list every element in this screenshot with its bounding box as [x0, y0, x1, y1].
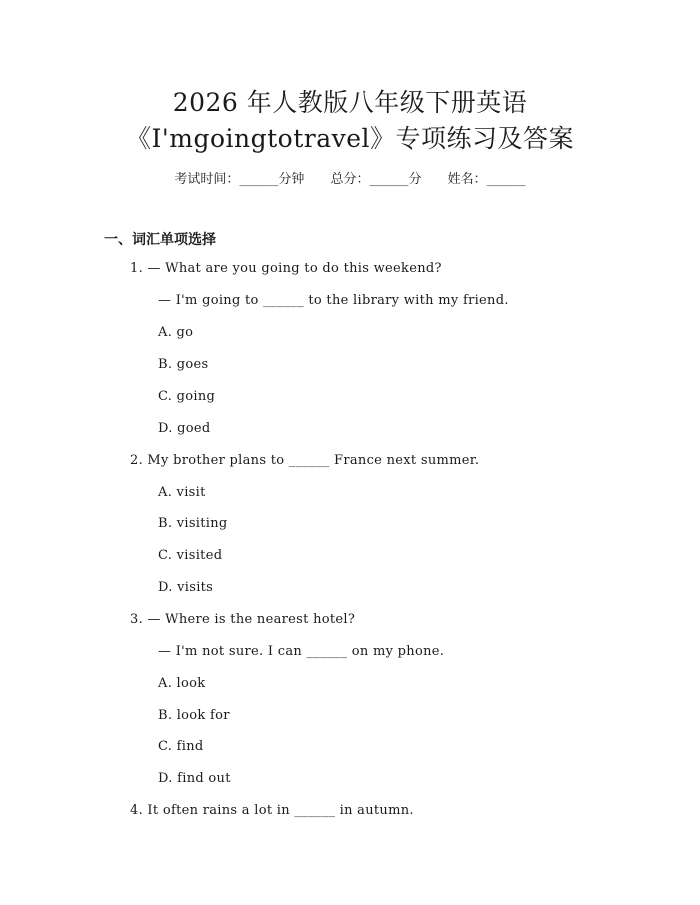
- question-2-stem: 2. My brother plans to ______ France next summer.: [130, 453, 480, 468]
- question-3-option-b: B. look for: [158, 708, 230, 723]
- document-title-line-1: 2026 年人教版八年级下册英语: [172, 88, 528, 117]
- document-title-line-2: 《I'mgoingtotravel》专项练习及答案: [125, 124, 575, 153]
- total-score-field: 总分：______分: [330, 172, 422, 187]
- question-4-stem: 4. It often rains a lot in ______ in autumn.: [130, 803, 414, 818]
- question-2-option-c: C. visited: [158, 548, 223, 563]
- question-1-option-a: A. go: [158, 325, 194, 340]
- question-1-stem-2: — I'm going to ______ to the library with my friend.: [158, 293, 509, 308]
- question-3-option-d: D. find out: [158, 771, 231, 786]
- question-3-option-a: A. look: [158, 676, 206, 691]
- exam-time-field: 考试时间：______分钟: [174, 172, 305, 187]
- question-1-stem: 1. — What are you going to do this weekend?: [130, 261, 442, 276]
- question-3-stem-2: — I'm not sure. I can ______ on my phone.: [158, 644, 445, 659]
- question-3-stem: 3. — Where is the nearest hotel?: [130, 612, 356, 627]
- question-3-option-c: C. find: [158, 739, 204, 754]
- question-2-option-a: A. visit: [158, 485, 206, 500]
- name-field: 姓名：______: [447, 172, 526, 187]
- question-1-option-b: B. goes: [158, 357, 209, 372]
- question-1-option-d: D. goed: [158, 421, 211, 436]
- section-heading: 一、词汇单项选择: [104, 232, 216, 248]
- question-2-option-d: D. visits: [158, 580, 214, 595]
- exam-info: [0, 168, 700, 187]
- question-2-option-b: B. visiting: [158, 516, 228, 531]
- question-1-option-c: C. going: [158, 389, 216, 404]
